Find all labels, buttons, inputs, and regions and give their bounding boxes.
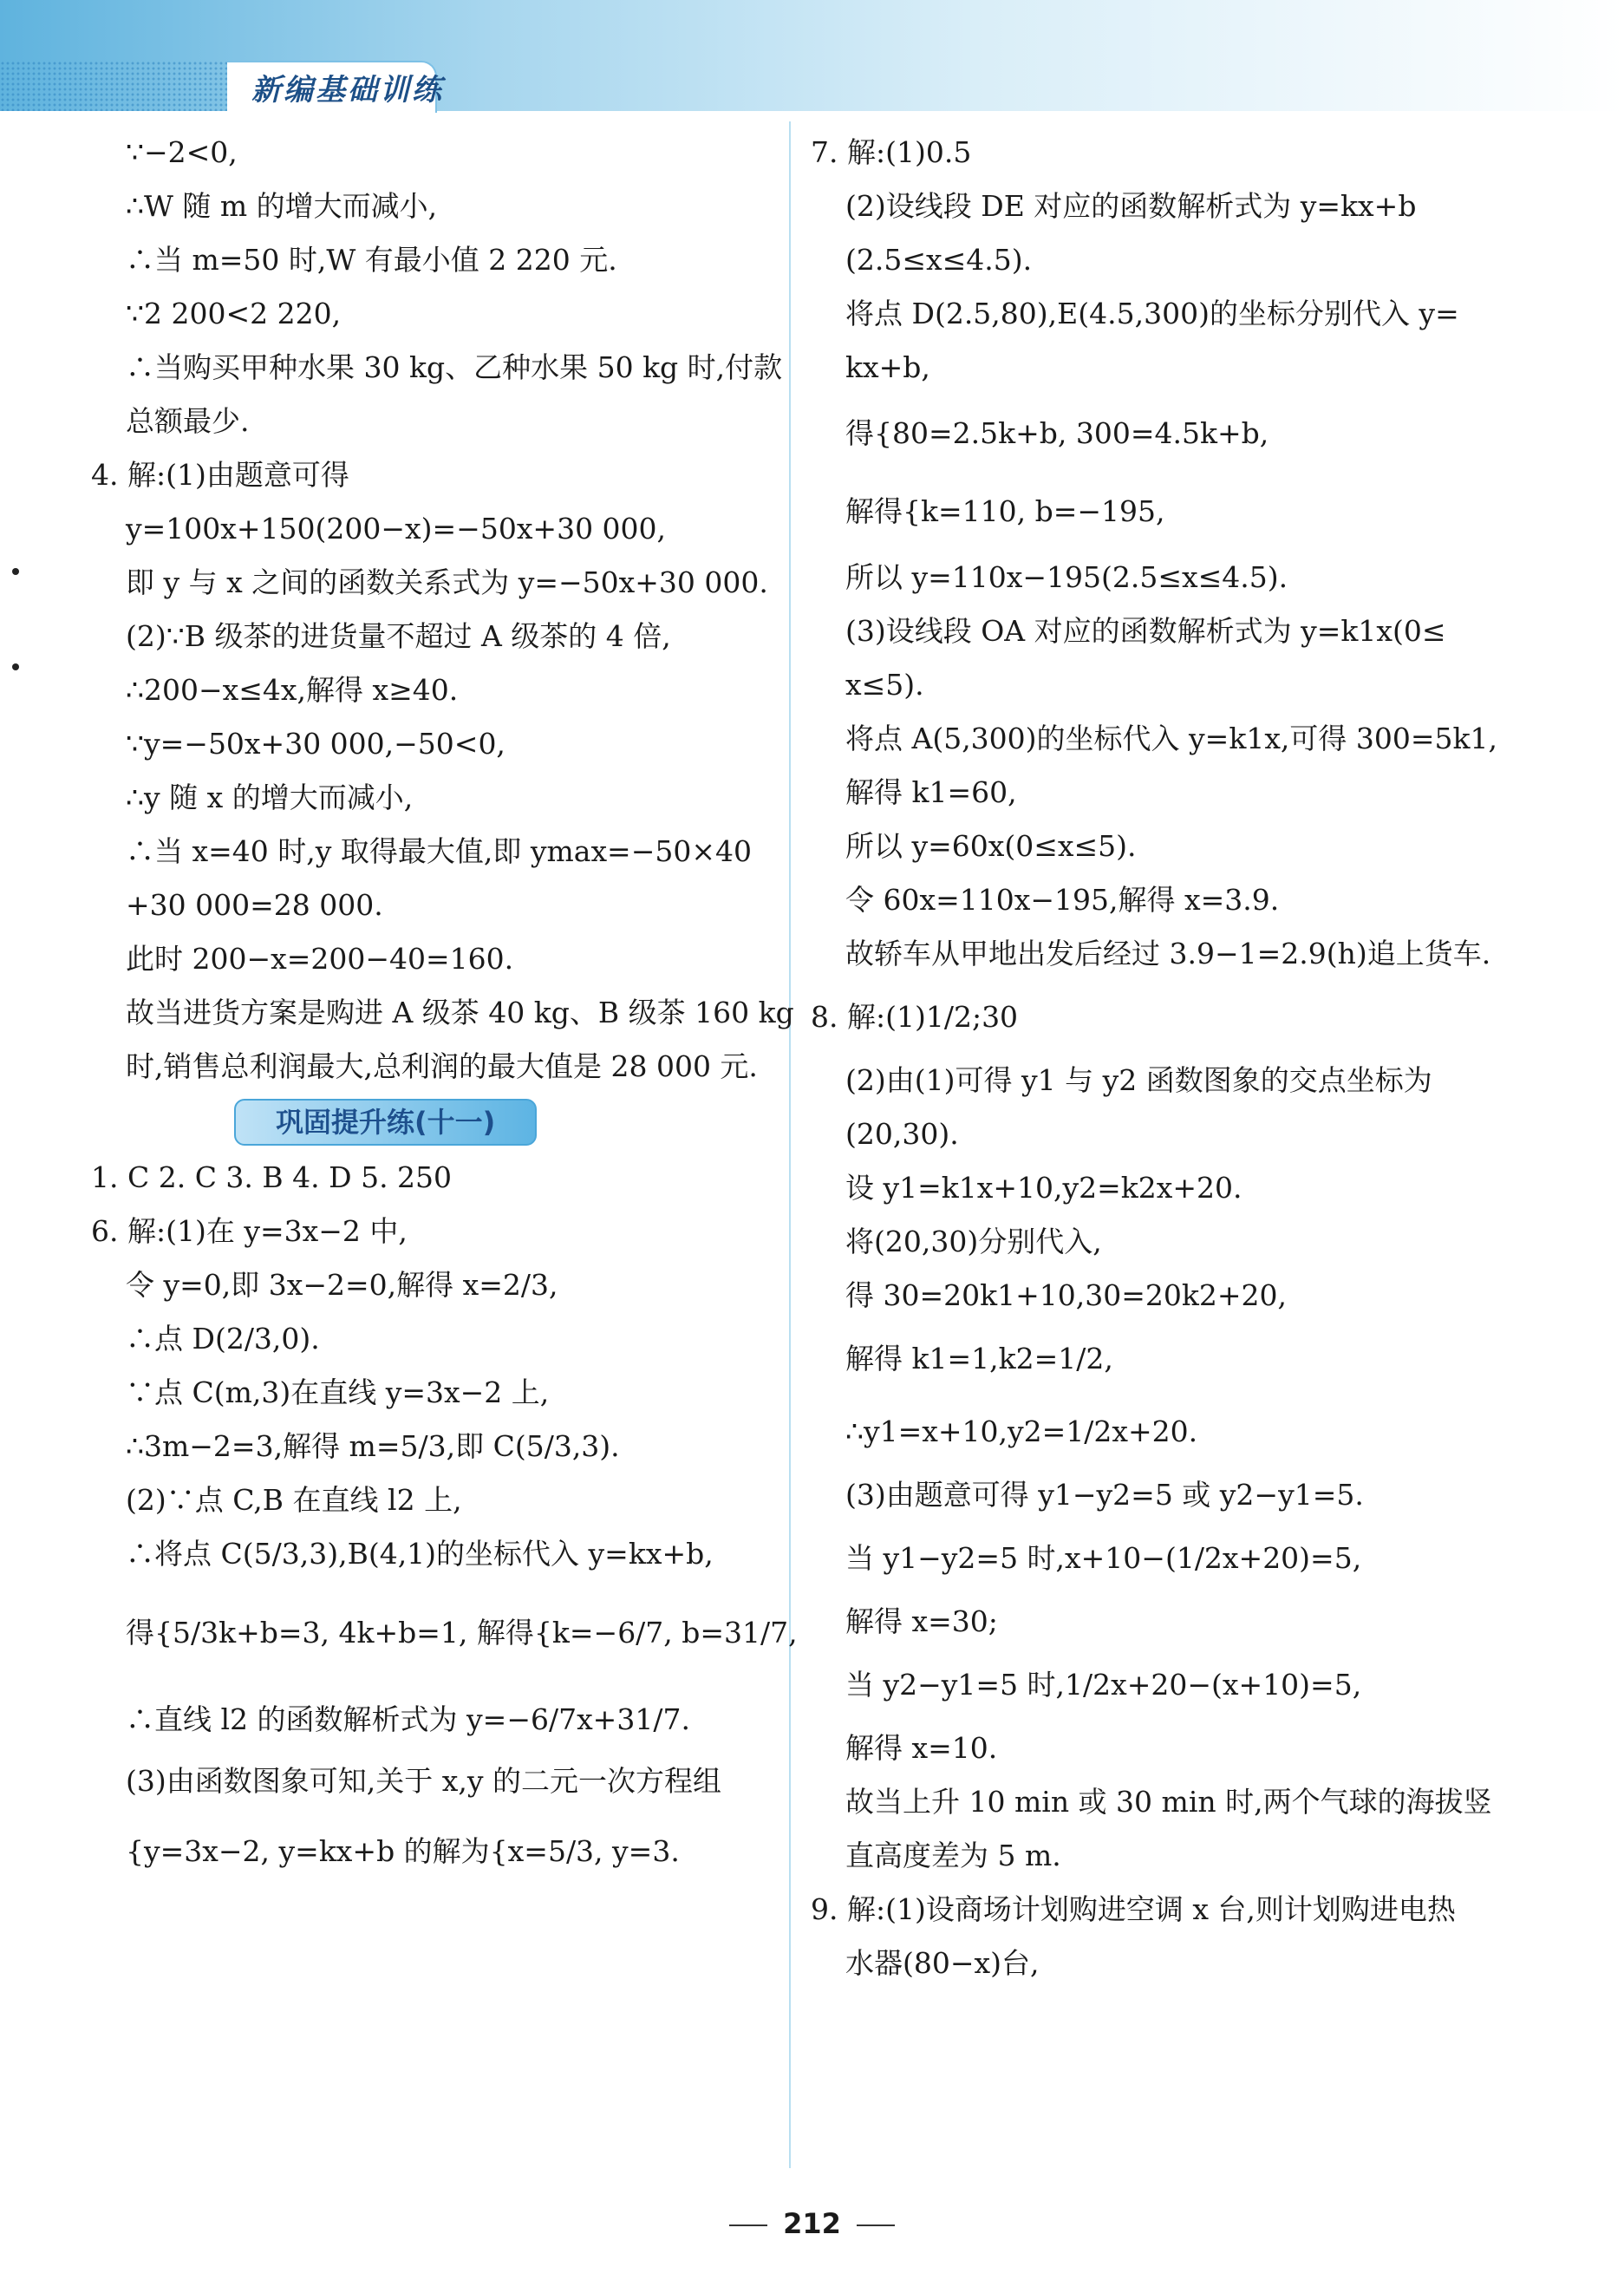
text-line: 将点 A(5,300)的坐标代入 y=k1x,可得 300=5k1, [845,722,1498,755]
text-line: 所以 y=60x(0≤x≤5). [845,829,1137,863]
text-line: (3)由题意可得 y1−y2=5 或 y2−y1=5. [845,1478,1364,1512]
text-line: 将点 D(2.5,80),E(4.5,300)的坐标分别代入 y= [845,297,1459,330]
problem-6-heading: 6. 解:(1)在 y=3x−2 中, [91,1214,408,1248]
text-line: 当 y1−y2=5 时,x+10−(1/2x+20)=5, [845,1541,1362,1575]
text-line: y=100x+150(200−x)=−50x+30 000, [126,512,667,546]
text-line: 得 30=20k1+10,30=20k2+20, [845,1278,1288,1312]
text-line: (2)∵点 C,B 在直线 l2 上, [126,1483,462,1517]
series-title: 新编基础训练 [251,73,444,108]
left-column [91,126,798,1895]
text-line: ∴当购买甲种水果 30 kg、乙种水果 50 kg 时,付款 [126,350,783,384]
page-number: 212 [783,2207,841,2240]
header-dot-pattern [0,61,234,111]
text-line: 所以 y=110x−195(2.5≤x≤4.5). [845,560,1288,594]
text-line: ∴y 随 x 的增大而减小, [126,781,414,814]
footer-dash [729,2224,767,2226]
answer-line: 1. C 2. C 3. B 4. D 5. 250 [91,1160,453,1194]
text-line: ∴当 m=50 时,W 有最小值 2 220 元. [126,243,617,277]
text-line: kx+b, [845,350,930,384]
problem-7-heading: 7. 解:(1)0.5 [811,135,972,169]
text-line: 即 y 与 x 之间的函数关系式为 y=−50x+30 000. [126,565,768,599]
text-line: ∴将点 C(5/3,3),B(4,1)的坐标代入 y=kx+b, [126,1537,714,1571]
text-line: 直高度差为 5 m. [845,1839,1061,1872]
section-banner: 巩固提升练(十一) [234,1099,537,1146]
problem-9-heading: 9. 解:(1)设商场计划购进空调 x 台,则计划购进电热 [811,1892,1456,1926]
text-line: 时,销售总利润最大,总利润的最大值是 28 000 元. [126,1049,758,1083]
text-line: 解得 x=30; [845,1604,998,1638]
text-line: ∴200−x≤4x,解得 x≥40. [126,673,459,707]
text-line: 故当进货方案是购进 A 级茶 40 kg、B 级茶 160 kg [126,996,794,1029]
text-line: (3)由函数图象可知,关于 x,y 的二元一次方程组 [126,1764,721,1798]
text-line: +30 000=28 000. [126,888,383,922]
text-line: (2.5≤x≤4.5). [845,243,1033,277]
text-line: 故轿车从甲地出发后经过 3.9−1=2.9(h)追上货车. [845,937,1491,970]
equation-system: 得{80=2.5k+b, 300=4.5k+b, [845,416,1269,450]
text-line: (3)设线段 OA 对应的函数解析式为 y=k1x(0≤ [845,614,1446,648]
text-line: ∵−2<0, [126,135,238,169]
text-line: 设 y1=k1x+10,y2=k2x+20. [845,1171,1242,1205]
text-line: 水器(80−x)台, [845,1946,1040,1980]
page-footer [0,2207,1624,2240]
right-column [811,126,1498,1990]
text-line: 解得 k1=60, [845,775,1017,809]
text-line: 当 y2−y1=5 时,1/2x+20−(x+10)=5, [845,1668,1362,1702]
margin-mark [12,663,19,670]
text-line: 此时 200−x=200−40=160. [126,942,514,976]
text-line: ∴当 x=40 时,y 取得最大值,即 ymax=−50×40 [126,834,752,868]
margin-mark [12,568,19,575]
text-line: (2)∵B 级茶的进货量不超过 A 级茶的 4 倍, [126,619,671,653]
problem-8-heading: 8. 解:(1)1/2;30 [811,1000,1019,1034]
text-line: 故当上升 10 min 或 30 min 时,两个气球的海拔竖 [845,1785,1492,1819]
text-line: 令 60x=110x−195,解得 x=3.9. [845,883,1280,917]
problem-4-heading: 4. 解:(1)由题意可得 [91,458,349,492]
text-line: (2)由(1)可得 y1 与 y2 函数图象的交点坐标为 [845,1063,1432,1097]
text-line: 总额最少. [126,404,250,438]
footer-dash [857,2224,895,2226]
text-line: 将(20,30)分别代入, [845,1225,1102,1258]
text-line: ∵2 200<2 220, [126,297,342,330]
text-line: 令 y=0,即 3x−2=0,解得 x=2/3, [126,1268,558,1302]
text-line: ∴W 随 m 的增大而减小, [126,189,438,223]
text-line: ∴直线 l2 的函数解析式为 y=−6/7x+31/7. [126,1702,690,1736]
text-line: ∴点 D(2/3,0). [126,1322,320,1356]
equation-system: 得{5/3k+b=3, 4k+b=1, 解得{k=−6/7, b=31/7, [126,1616,798,1650]
equation-system: {y=3x−2, y=kx+b 的解为{x=5/3, y=3. [126,1834,680,1868]
text-line: (20,30). [845,1117,959,1151]
text-line: ∵点 C(m,3)在直线 y=3x−2 上, [126,1375,550,1409]
column-divider [789,121,791,2168]
text-line: ∴y1=x+10,y2=1/2x+20. [845,1414,1198,1448]
text-line: ∴3m−2=3,解得 m=5/3,即 C(5/3,3). [126,1429,620,1463]
equation-system: 解得{k=110, b=−195, [845,494,1165,528]
text-line: 解得 k1=1,k2=1/2, [845,1342,1113,1375]
text-line: 解得 x=10. [845,1731,998,1765]
text-line: x≤5). [845,668,924,702]
text-line: ∵y=−50x+30 000,−50<0, [126,727,505,761]
text-line: (2)设线段 DE 对应的函数解析式为 y=kx+b [845,189,1417,223]
